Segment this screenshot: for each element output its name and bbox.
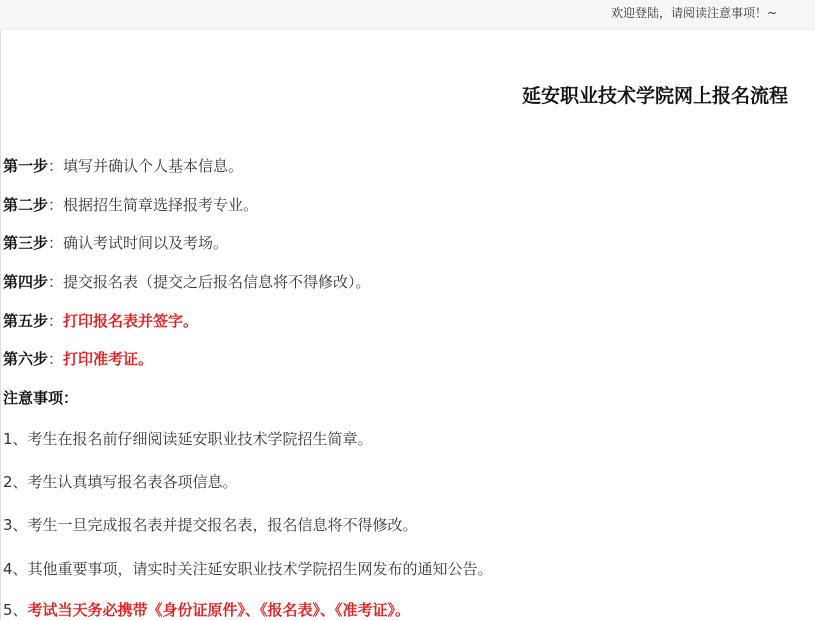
step-label: 第一步 [3,157,49,175]
step-label: 第三步 [3,234,49,252]
step-text: 根据招生简章选择报考专业。 [63,196,259,214]
notice-text: 考生一旦完成报名表并提交报名表，报名信息将不得修改。 [27,516,418,534]
step-separator: ： [48,273,64,291]
step-5 [3,311,198,331]
step-2 [3,195,258,215]
step-6 [3,349,153,369]
step-1 [3,156,243,176]
notice-heading-text: 注意事项： [3,389,79,407]
page-title: 延安职业技术学院网上报名流程 [521,85,788,107]
notice-item-1 [3,429,373,449]
step-separator: ： [48,196,64,214]
notice-text: 其他重要事项，请实时关注延安职业技术学院招生网发布的通知公告。 [27,560,493,578]
step-text-emphasis: 打印报名表并签字。 [63,312,199,330]
notice-item-4 [3,559,493,579]
notice-prefix: 1、 [3,430,28,448]
step-separator: ： [48,234,64,252]
step-label: 第五步 [3,312,49,330]
notice-item-3 [3,515,418,535]
notice-prefix: 2、 [3,473,28,491]
top-bar [0,0,815,30]
notice-prefix: 5、 [3,601,28,619]
step-label: 第四步 [3,273,49,291]
step-separator: ： [48,312,64,330]
step-separator: ： [48,350,64,368]
notice-prefix: 4、 [3,560,28,578]
step-label: 第二步 [3,196,49,214]
step-text-emphasis: 打印准考证。 [63,350,154,368]
notice-heading [3,388,78,408]
left-border [0,30,1,620]
notice-text-emphasis: 考试当天务必携带《身份证原件》、《报名表》、《准考证》。 [27,601,411,619]
step-separator: ： [48,157,64,175]
notice-item-2 [3,472,238,492]
notice-prefix: 3、 [3,516,28,534]
step-4 [3,272,371,292]
step-text: 填写并确认个人基本信息。 [63,157,244,175]
step-3 [3,233,228,253]
notice-item-5 [3,600,410,620]
step-text: 确认考试时间以及考场。 [63,234,229,252]
notice-text: 考生认真填写报名表各项信息。 [27,473,238,491]
notice-text: 考生在报名前仔细阅读延安职业技术学院招生简章。 [27,430,373,448]
welcome-message: 欢迎登陆，请阅读注意事项！~ [610,6,777,20]
step-label: 第六步 [3,350,49,368]
step-text: 提交报名表（提交之后报名信息将不得修改）。 [63,273,371,291]
